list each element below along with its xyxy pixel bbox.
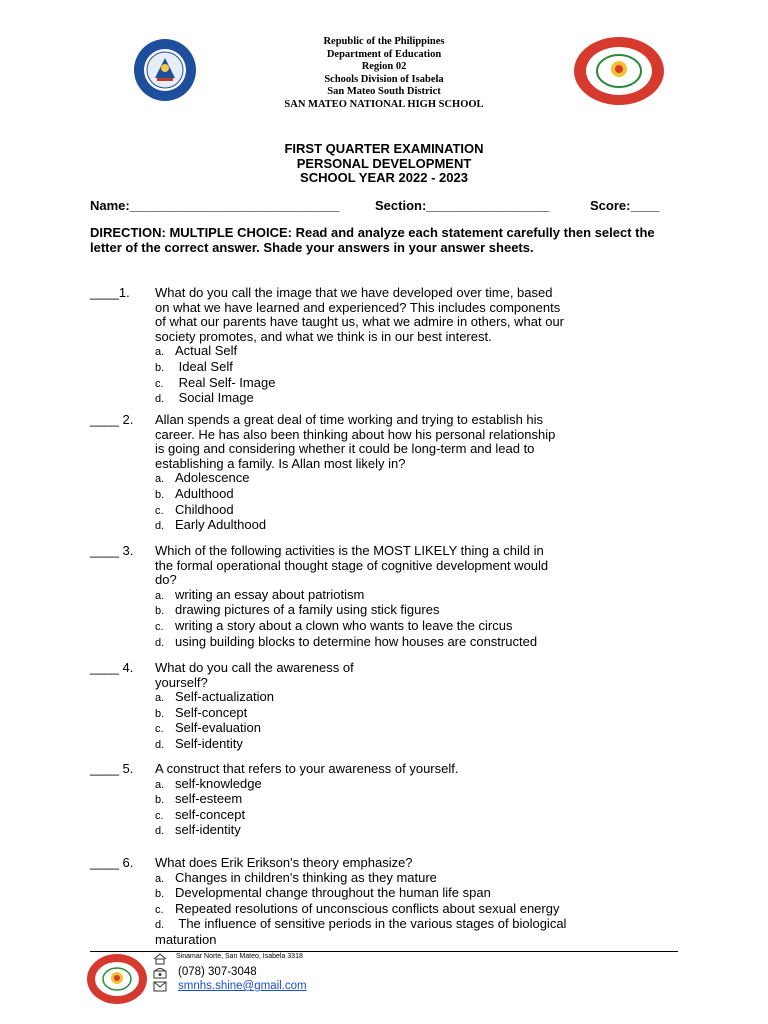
stem-line: is going and considering whether it could be long-term and lead to (155, 441, 535, 457)
option-text: self-identity (175, 822, 241, 838)
header-line: San Mateo South District (327, 86, 441, 97)
answer-blank[interactable]: ____ 3. (90, 543, 134, 558)
option-d (155, 391, 690, 407)
option-c (155, 376, 690, 392)
option-text: Self-concept (175, 704, 248, 720)
option-text: Childhood (175, 501, 234, 517)
option-letter: b. (155, 707, 165, 720)
subject-title: PERSONAL DEVELOPMENT (296, 155, 472, 171)
question-stem (155, 762, 690, 777)
option-letter: d. (155, 636, 165, 649)
stem-line: Which of the following activities is the MOST LIKELY thing a child in (155, 543, 544, 558)
question-6 (90, 856, 690, 948)
option-letter: d. (155, 393, 165, 406)
option-text: The influence of sensitive periods in the various stages of biological (175, 916, 567, 932)
stem-line: Allan spends a great deal of time working and trying to establish his (155, 412, 544, 427)
option-b (155, 487, 690, 503)
option-letter: c. (155, 620, 164, 633)
option-letter: a. (155, 692, 165, 705)
option-b (155, 792, 690, 808)
option-letter: c. (155, 903, 164, 916)
stem-line: of what our parents have taught us, what we admire in others, what our (155, 314, 565, 330)
option-a (155, 777, 690, 793)
question-3 (90, 544, 690, 650)
stem-line: on what we have learned and experienced? This includes components (155, 299, 561, 315)
option-text: Self-actualization (175, 689, 274, 705)
option-text: drawing pictures of a family using stick figures (175, 602, 440, 618)
option-text: writing an essay about patriotism (175, 586, 365, 602)
option-text: Real Self- Image (175, 374, 276, 390)
answer-blank[interactable]: ____ 2. (90, 412, 134, 427)
stem-line: career. He has also been thinking about how his personal relationship (155, 426, 556, 442)
option-text: self-esteem (175, 791, 243, 807)
answer-blank[interactable]: ____1. (90, 285, 130, 300)
exam-title (0, 142, 768, 186)
option-d (155, 917, 690, 933)
option-letter: b. (155, 888, 165, 901)
stem-line: establishing a family. Is Allan most likely in? (155, 455, 406, 471)
option-text: Social Image (175, 390, 254, 406)
option-a (155, 344, 690, 360)
footer-divider (90, 951, 678, 952)
option-letter: b. (155, 361, 165, 374)
option-text: Self-evaluation (175, 720, 261, 736)
option-text: Repeated resolutions of unconscious conflicts about sexual energy (175, 900, 560, 916)
exam-title-line: FIRST QUARTER EXAMINATION (284, 141, 484, 156)
stem-line: society promotes, and what we think is in our best interest. (155, 328, 492, 344)
option-letter: c. (155, 377, 164, 390)
question-stem (155, 544, 690, 588)
option-letter: b. (155, 488, 165, 501)
option-b (155, 886, 690, 902)
header-line: Schools Division of Isabela (324, 73, 444, 85)
option-letter: a. (155, 778, 165, 791)
option-text: Self-identity (175, 735, 243, 751)
option-a (155, 471, 690, 487)
option-a (155, 871, 690, 887)
school-name: SAN MATEO NATIONAL HIGH SCHOOL (284, 98, 484, 110)
option-letter: b. (155, 794, 165, 807)
question-1 (90, 286, 690, 407)
option-text: writing a story about a clown who wants to leave the circus (175, 617, 513, 633)
option-letter: d. (155, 919, 165, 932)
school-header (230, 36, 538, 111)
option-a (155, 690, 690, 706)
option-letter: c. (155, 504, 164, 517)
stem-line: What do you call the awareness of (155, 660, 354, 675)
stem-line: do? (155, 572, 177, 588)
stem-line: A construct that refers to your awareness of yourself. (155, 761, 459, 776)
option-b (155, 603, 690, 619)
option-letter: a. (155, 872, 165, 885)
option-b (155, 706, 690, 722)
stem-line: What do you call the image that we have developed over time, based (155, 285, 553, 300)
option-d-continuation: maturation (155, 931, 217, 947)
option-text: Changes in children's thinking as they mature (175, 869, 437, 885)
option-text: self-concept (175, 806, 246, 822)
stem-line: the formal operational thought stage of cognitive development would (155, 557, 549, 573)
option-letter: b. (155, 605, 165, 618)
question-stem (155, 661, 690, 690)
option-c (155, 721, 690, 737)
option-d (155, 737, 690, 753)
header-line: Republic of the Philippines (323, 36, 445, 47)
option-b (155, 360, 690, 376)
option-text: using building blocks to determine how houses are constructed (175, 633, 538, 649)
school-year: SCHOOL YEAR 2022 - 2023 (300, 170, 468, 185)
option-letter: d. (155, 825, 165, 838)
option-d (155, 518, 690, 534)
header-line: Region 02 (361, 61, 407, 72)
option-c (155, 902, 690, 918)
option-text: Early Adulthood (175, 517, 267, 533)
question-2 (90, 413, 690, 534)
directions: DIRECTION: MULTIPLE CHOICE: Read and analyze each statement carefully then select the letter of the correct answer. Shade your answers in your answer sheets. (90, 225, 655, 255)
phone-icon (153, 966, 167, 979)
question-stem (155, 286, 690, 344)
option-letter: a. (155, 589, 165, 602)
option-text: self-knowledge (175, 775, 262, 791)
deped-seal (133, 38, 197, 102)
mail-icon (153, 981, 167, 992)
option-d (155, 635, 690, 651)
name-field[interactable]: Name:_____________________________ (90, 198, 340, 213)
option-letter: a. (155, 473, 165, 486)
section-field[interactable]: Section:_________________ (375, 198, 550, 213)
footer-address: Sinamar Norte, San Mateo, Isabela 3318 (176, 953, 303, 960)
option-letter: c. (155, 723, 164, 736)
option-text: Adolescence (175, 470, 250, 486)
footer-email-link[interactable]: smnhs.shine@gmail.com (178, 980, 307, 992)
option-c (155, 808, 690, 824)
option-c (155, 503, 690, 519)
answer-blank[interactable]: ____ 5. (90, 761, 134, 776)
question-stem (155, 413, 690, 471)
option-c (155, 619, 690, 635)
score-field[interactable]: Score:____ (590, 198, 660, 213)
option-text: Ideal Self (175, 358, 233, 374)
answer-blank[interactable]: ____ 6. (90, 855, 134, 870)
option-letter: d. (155, 738, 165, 751)
school-seal (573, 36, 665, 106)
option-text: Actual Self (175, 343, 238, 359)
answer-blank[interactable]: ____ 4. (90, 660, 134, 675)
stem-line: What does Erik Erikson's theory emphasize? (155, 855, 413, 870)
stem-line: yourself? (155, 674, 208, 690)
option-text: Adulthood (175, 485, 234, 501)
question-4 (90, 661, 690, 753)
question-5 (90, 762, 690, 839)
footer-school-seal (86, 953, 148, 1005)
option-a (155, 588, 690, 604)
home-icon (153, 953, 167, 965)
footer-phone: (078) 307-3048 (178, 966, 257, 978)
option-d (155, 823, 690, 839)
option-letter: c. (155, 809, 164, 822)
question-stem (155, 856, 690, 871)
option-letter: d. (155, 520, 165, 533)
option-text: Developmental change throughout the human life span (175, 885, 491, 901)
header-line: Department of Education (326, 48, 442, 60)
option-letter: a. (155, 346, 165, 359)
